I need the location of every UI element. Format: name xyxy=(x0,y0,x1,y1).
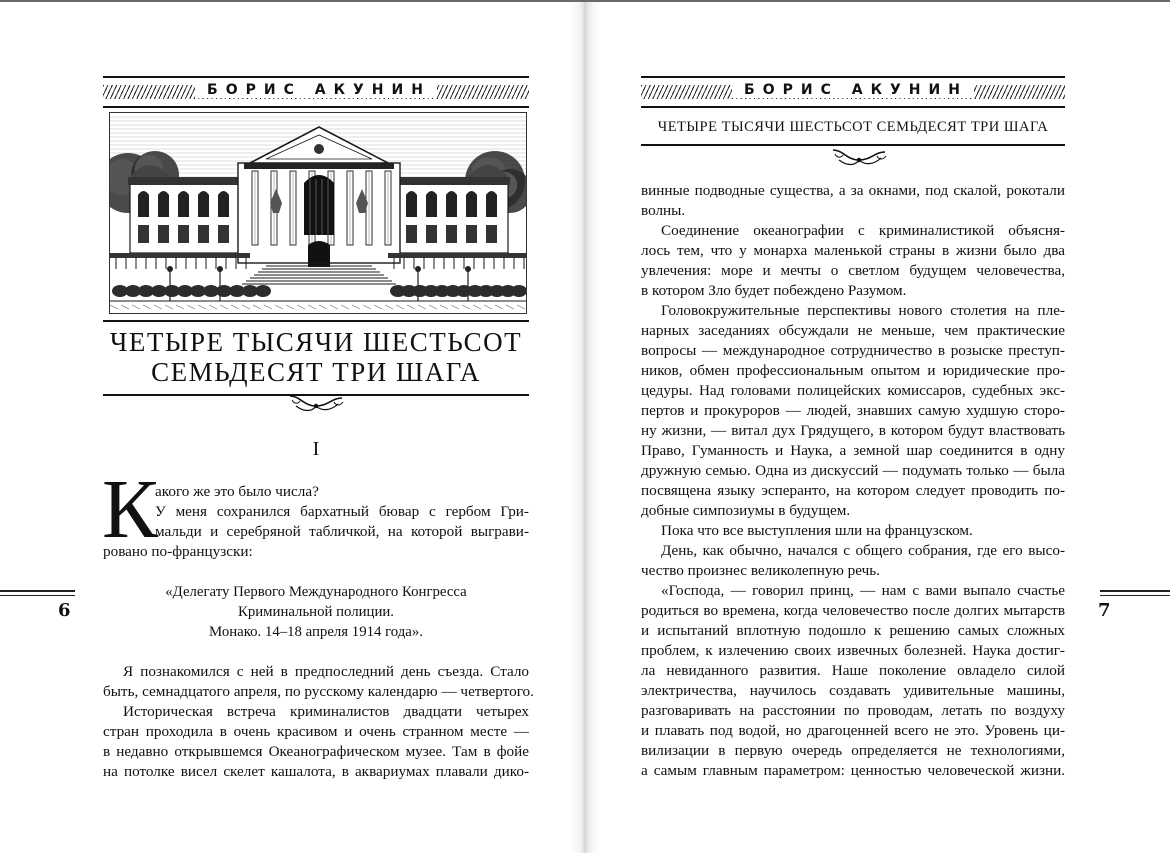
text-line: нарных заседаниях обсуждали не меньше, чем практические xyxy=(641,322,1065,339)
text-line: ну жизни, — витал дух Грядущего, в котором будут властвовать xyxy=(641,422,1065,439)
body-text xyxy=(641,181,1065,781)
text-line: вопросы — международное сотрудничество в розыске преступ- xyxy=(641,342,1065,359)
opening-paragraph-b xyxy=(103,542,529,562)
title-rule-top xyxy=(103,320,529,322)
text-line: быть, семнадцатого апреля, по русскому календарю — четвертого. xyxy=(103,683,534,700)
text-line: День, как обычно, начался с общего собрания, где его высо- xyxy=(661,542,1065,559)
right-page xyxy=(595,0,1170,853)
text-line: родиться во времена, когда человечество после долгих мытарств xyxy=(641,602,1065,619)
text-line: лось тем, что у монарха маленькой страны в жизни было два xyxy=(641,242,1065,259)
text-line: вилизации в первую очередь определяется не технологиями, xyxy=(641,742,1065,759)
text-line: Я познакомился с ней в предпоследний день съезда. Стало xyxy=(123,663,529,680)
text-line: на потолке висел скелет кашалота, в аквариумах плавали дико- xyxy=(103,763,529,780)
running-header-author: БОРИС АКУНИН xyxy=(195,82,437,98)
running-header-author: БОРИС АКУНИН xyxy=(732,82,974,98)
text-line: и плавать под водой, но драгоценней всего не это. Уровень ци- xyxy=(641,722,1065,739)
text-line: Пока что все выступления шли на французском. xyxy=(661,522,973,539)
text-line: разговаривать на расстоянии по проводам, летать по воздуху xyxy=(641,702,1065,719)
inscription-line-1: «Делегату Первого Международного Конгресса xyxy=(165,584,467,600)
inscription-line-2: Криминальной полиции. xyxy=(237,604,395,620)
text-line: добные симпозиумы в будущем. xyxy=(641,502,851,519)
text-line: пертов и прокуроров — людей, знавших самую худшую сторо- xyxy=(641,402,1065,419)
page-edge-rule xyxy=(0,590,75,592)
page-edge-rule xyxy=(1100,595,1170,596)
left-page xyxy=(0,0,575,853)
building-illustration xyxy=(109,112,527,314)
text-line: чество произнес великолепную речь. xyxy=(641,562,880,579)
text-line: Историческая встреча криминалистов двадцати четырех xyxy=(123,703,529,720)
text-line: дружную семью. Одна из дискуссий — подумать только — была xyxy=(641,462,1065,479)
text-line: проблем, к излечению своих извечных болезней. Наука достиг- xyxy=(641,642,1065,659)
chapter-title-line-1: ЧЕТЫРЕ ТЫСЯЧИ ШЕСТЬСОТ xyxy=(109,327,523,357)
running-header xyxy=(103,76,529,108)
text-line: в котором Зло будет побеждено Разумом. xyxy=(641,282,907,299)
text-line: ровано по-французски: xyxy=(103,543,253,560)
text-line: ников, обмен профессиональным опытом и юридические про- xyxy=(641,362,1065,379)
flourish-ornament xyxy=(286,392,348,414)
text-line: Право, Гуманность и Наука, а земной шар соединится в одну xyxy=(641,442,1065,459)
opening-paragraph-a xyxy=(155,482,529,542)
text-line: электричества, научилось создавать удивительные машины, xyxy=(641,682,1065,699)
text-line: акого же это было числа? xyxy=(155,483,319,500)
text-line: мальди и серебряной табличкой, на которой выграви- xyxy=(155,523,529,540)
text-line: винные подводные существа, а за окнами, под скалой, рокотали xyxy=(641,182,1065,199)
text-line: У меня сохранился бархатный бювар с гербом Гри- xyxy=(155,503,529,520)
text-line: и испытаний вплотную подошло к решению самых сложных xyxy=(641,622,1065,639)
chapter-title-line-2: СЕМЬДЕСЯТ ТРИ ШАГА xyxy=(151,357,481,387)
drop-cap: К xyxy=(102,463,159,556)
text-line: Соединение океанографии с криминалистикой объясня- xyxy=(661,222,1065,239)
running-header xyxy=(641,76,1065,108)
page-edge-rule xyxy=(1100,590,1170,592)
page-number: 6 xyxy=(58,600,71,621)
text-line: посвящена языку эсперанто, на котором следует проводить по- xyxy=(641,482,1065,499)
page-edge-rule xyxy=(0,595,75,596)
text-line: увлечения: море и мечты о светлом будущем человечества, xyxy=(641,262,1065,279)
inscription-line-3: Монако. 14–18 апреля 1914 года». xyxy=(209,624,423,640)
text-line: цедуры. Над головами полицейских комиссаров, судебных экс- xyxy=(641,382,1065,399)
text-line: в недавно открывшемся Океанографическом музее. Там в фойе xyxy=(103,743,529,760)
text-line: а самым главным параметром: ценностью человеческой жизни. xyxy=(641,762,1065,779)
chapter-running-title: ЧЕТЫРЕ ТЫСЯЧИ ШЕСТЬСОТ СЕМЬДЕСЯТ ТРИ ШАГА xyxy=(657,119,1049,135)
page-number: 7 xyxy=(1098,600,1111,621)
body-text xyxy=(103,662,534,782)
section-number: I xyxy=(312,438,320,460)
text-line: ла невиданного развития. Наше поколение овладело силой xyxy=(641,662,1065,679)
text-line: стран проходила в очень красивом и очень странном месте — xyxy=(103,723,529,740)
flourish-ornament xyxy=(829,146,891,168)
text-line: волны. xyxy=(641,202,686,219)
text-line: Головокружительные перспективы нового столетия на пле- xyxy=(661,302,1065,319)
text-line: «Господа, — говорил принц, — нам с вами выпало счастье xyxy=(661,582,1065,599)
